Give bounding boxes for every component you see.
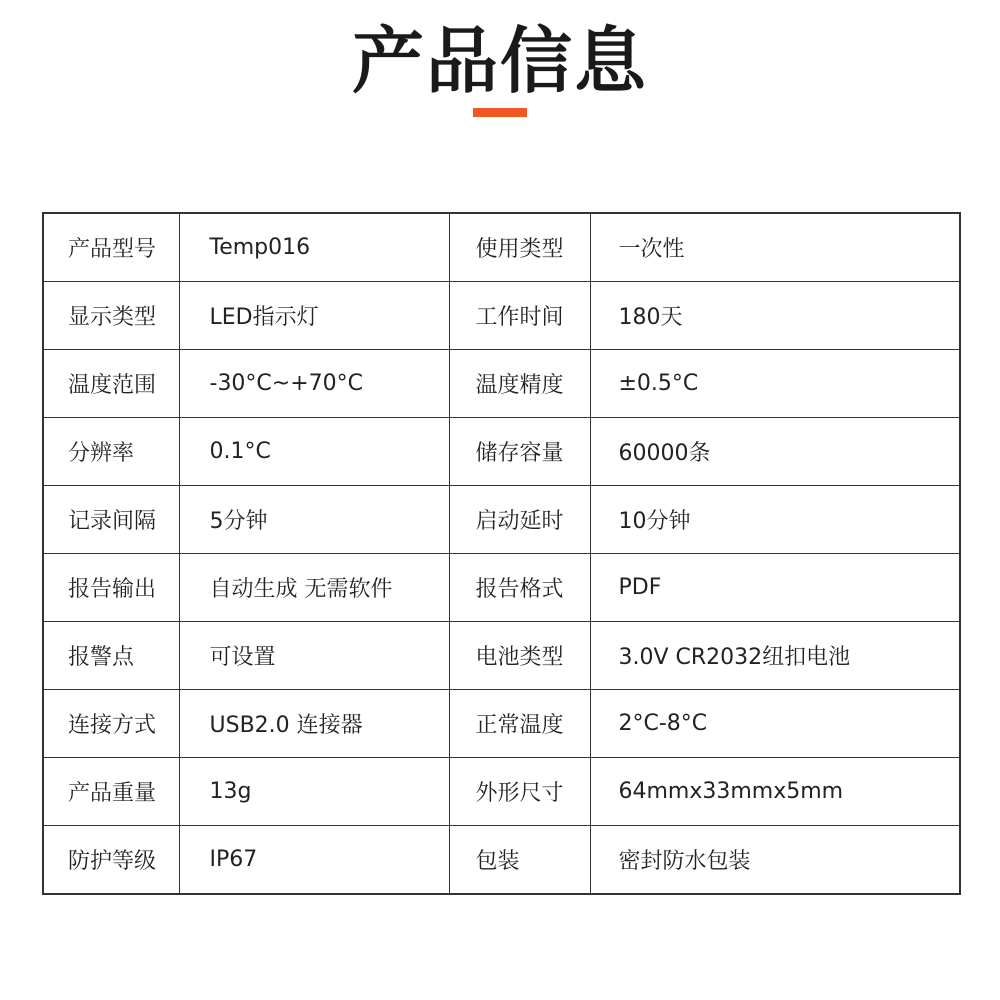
spec-label: 外形尺寸 — [449, 758, 590, 826]
spec-label: 电池类型 — [449, 622, 590, 690]
spec-label: 产品型号 — [43, 213, 179, 282]
spec-label: 报警点 — [43, 622, 179, 690]
spec-table-body — [43, 213, 960, 894]
spec-label: 连接方式 — [43, 690, 179, 758]
spec-label: 启动延时 — [449, 486, 590, 554]
spec-label: 工作时间 — [449, 282, 590, 350]
spec-label: 防护等级 — [43, 826, 179, 895]
table-row — [43, 622, 960, 690]
spec-label: 包装 — [449, 826, 590, 895]
spec-label: 报告输出 — [43, 554, 179, 622]
table-row — [43, 486, 960, 554]
spec-label: 正常温度 — [449, 690, 590, 758]
spec-value: LED指示灯 — [179, 282, 449, 350]
spec-value: 一次性 — [590, 213, 960, 282]
spec-label: 储存容量 — [449, 418, 590, 486]
table-row — [43, 554, 960, 622]
spec-value: 13g — [179, 758, 449, 826]
table-row — [43, 826, 960, 895]
spec-value: -30°C~+70°C — [179, 350, 449, 418]
spec-value: 5分钟 — [179, 486, 449, 554]
spec-value: 自动生成 无需软件 — [179, 554, 449, 622]
page-title: 产品信息 — [351, 19, 648, 103]
table-row — [43, 690, 960, 758]
spec-label: 显示类型 — [43, 282, 179, 350]
table-row — [43, 418, 960, 486]
spec-value: 60000条 — [590, 418, 960, 486]
spec-value: PDF — [590, 554, 960, 622]
spec-label: 分辨率 — [43, 418, 179, 486]
spec-value: 10分钟 — [590, 486, 960, 554]
spec-value: 可设置 — [179, 622, 449, 690]
spec-label: 温度范围 — [43, 350, 179, 418]
spec-value: Temp016 — [179, 213, 449, 282]
table-row — [43, 282, 960, 350]
spec-value: 64mmx33mmx5mm — [590, 758, 960, 826]
spec-label: 产品重量 — [43, 758, 179, 826]
title-underline — [473, 108, 527, 117]
spec-label: 报告格式 — [449, 554, 590, 622]
table-row — [43, 758, 960, 826]
spec-value: USB2.0 连接器 — [179, 690, 449, 758]
spec-value: 3.0V CR2032纽扣电池 — [590, 622, 960, 690]
spec-value: ±0.5°C — [590, 350, 960, 418]
spec-label: 温度精度 — [449, 350, 590, 418]
spec-value: 密封防水包装 — [590, 826, 960, 895]
spec-table — [42, 212, 961, 895]
spec-value: 180天 — [590, 282, 960, 350]
table-row — [43, 350, 960, 418]
spec-value: 2°C-8°C — [590, 690, 960, 758]
spec-label: 记录间隔 — [43, 486, 179, 554]
spec-label: 使用类型 — [449, 213, 590, 282]
spec-value: 0.1°C — [179, 418, 449, 486]
spec-value: IP67 — [179, 826, 449, 895]
table-row — [43, 213, 960, 282]
